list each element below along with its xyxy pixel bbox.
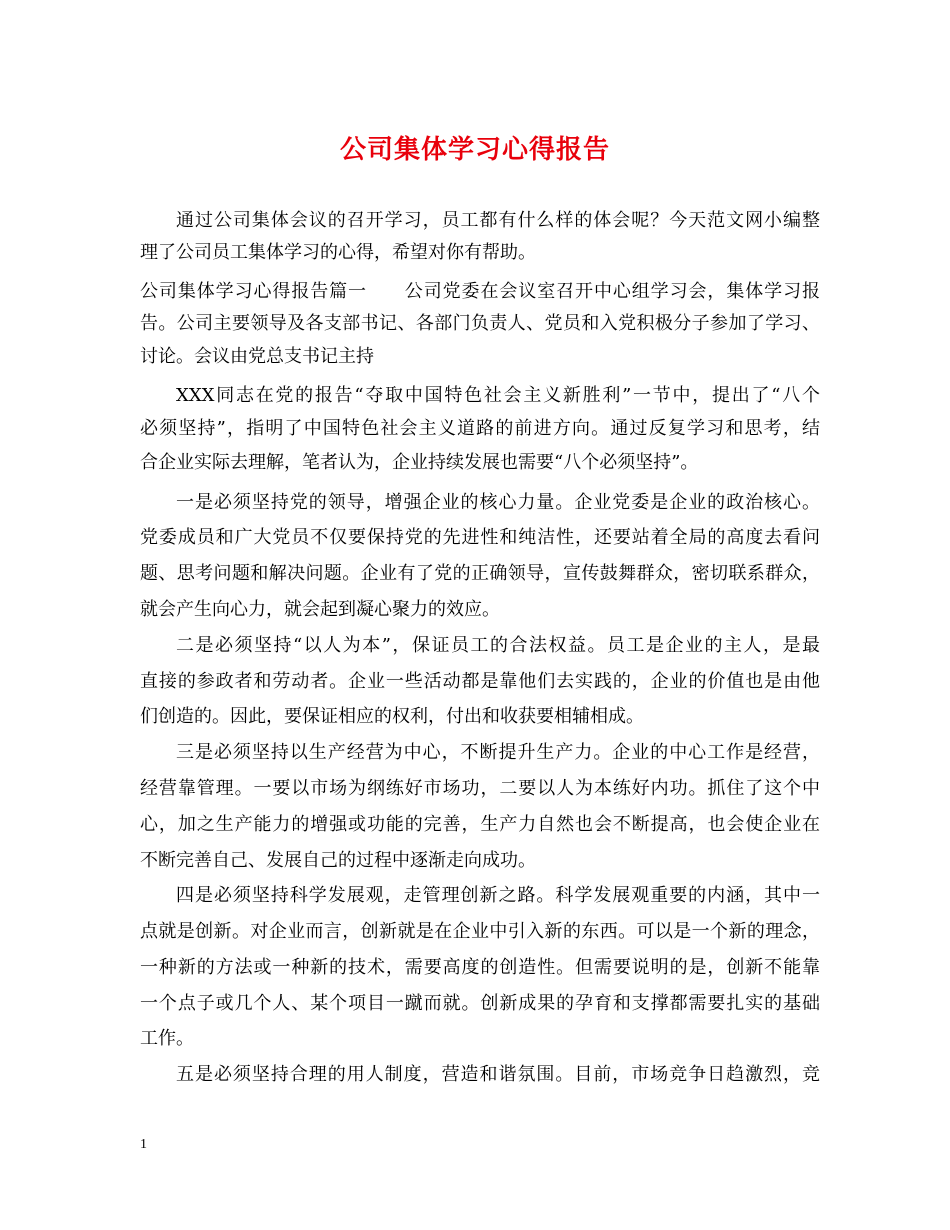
body-line: 一种新的方法或一种新的技术，需要高度的创造性。但需要说明的是，创新不能靠 bbox=[140, 957, 820, 978]
body-line: 五是必须坚持合理的用人制度，营造和谐氛围。目前，市场竞争日趋激烈，竞 bbox=[176, 1064, 820, 1085]
body-line: 就会产生向心力，就会起到凝心聚力的效应。 bbox=[140, 599, 500, 620]
body-line: 经营靠管理。一要以市场为纲练好市场功，二要以人为本练好内功。抓住了这个中 bbox=[140, 778, 820, 799]
body-line: 不断完善自己、发展自己的过程中逐渐走向成功。 bbox=[140, 850, 536, 871]
body-line: 心，加之生产能力的增强或功能的完善，生产力自然也会不断提高，也会使企业在 bbox=[140, 814, 820, 835]
body-line: 直接的参政者和劳动者。企业一些活动都是靠他们去实践的，企业的价值也是由他 bbox=[140, 671, 820, 692]
body-line: 告。公司主要领导及各支部书记、各部门负责人、党员和入党积极分子参加了学习、 bbox=[140, 313, 820, 334]
body-line: 通过公司集体会议的召开学习，员工都有什么样的体会呢？今天范文网小编整 bbox=[176, 210, 820, 231]
page-number: 1 bbox=[140, 1137, 147, 1152]
body-line: 三是必须坚持以生产经营为中心，不断提升生产力。企业的中心工作是经营， bbox=[176, 742, 820, 763]
body-line: 们创造的。因此，要保证相应的权利，付出和收获要相辅相成。 bbox=[140, 706, 644, 727]
body-line: 点就是创新。对企业而言，创新就是在企业中引入新的东西。可以是一个新的理念， bbox=[140, 921, 820, 942]
body-line: 合企业实际去理解，笔者认为，企业持续发展也需要“八个必须坚持”。 bbox=[140, 452, 699, 473]
body-line: 一个点子或几个人、某个项目一蹴而就。创新成果的孕育和支撑都需要扎实的基础 bbox=[140, 993, 820, 1014]
body-line: XXX同志在党的报告“夺取中国特色社会主义新胜利”一节中，提出了“八个 bbox=[176, 385, 820, 406]
body-line: 理了公司员工集体学习的心得，希望对你有帮助。 bbox=[140, 242, 536, 263]
body-line: 必须坚持”，指明了中国特色社会主义道路的前进方向。通过反复学习和思考，结 bbox=[140, 418, 820, 439]
body-line: 一是必须坚持党的领导，增强企业的核心力量。企业党委是企业的政治核心。 bbox=[176, 492, 820, 513]
body-line: 党委成员和广大党员不仅要保持党的先进性和纯洁性，还要站着全局的高度去看问 bbox=[140, 527, 820, 548]
body-line: 公司集体学习心得报告篇一 公司党委在会议室召开中心组学习会，集体学习报 bbox=[140, 281, 820, 302]
body-line: 题、思考问题和解决问题。企业有了党的正确领导，宣传鼓舞群众，密切联系群众， bbox=[140, 563, 820, 584]
body-line: 工作。 bbox=[140, 1028, 194, 1049]
body-line: 讨论。会议由党总支书记主持 bbox=[140, 346, 374, 367]
document-title: 公司集体学习心得报告 bbox=[339, 135, 610, 165]
body-line: 四是必须坚持科学发展观，走管理创新之路。科学发展观重要的内涵，其中一 bbox=[176, 885, 820, 906]
body-line: 二是必须坚持“以人为本”，保证员工的合法权益。员工是企业的主人，是最 bbox=[176, 635, 820, 656]
